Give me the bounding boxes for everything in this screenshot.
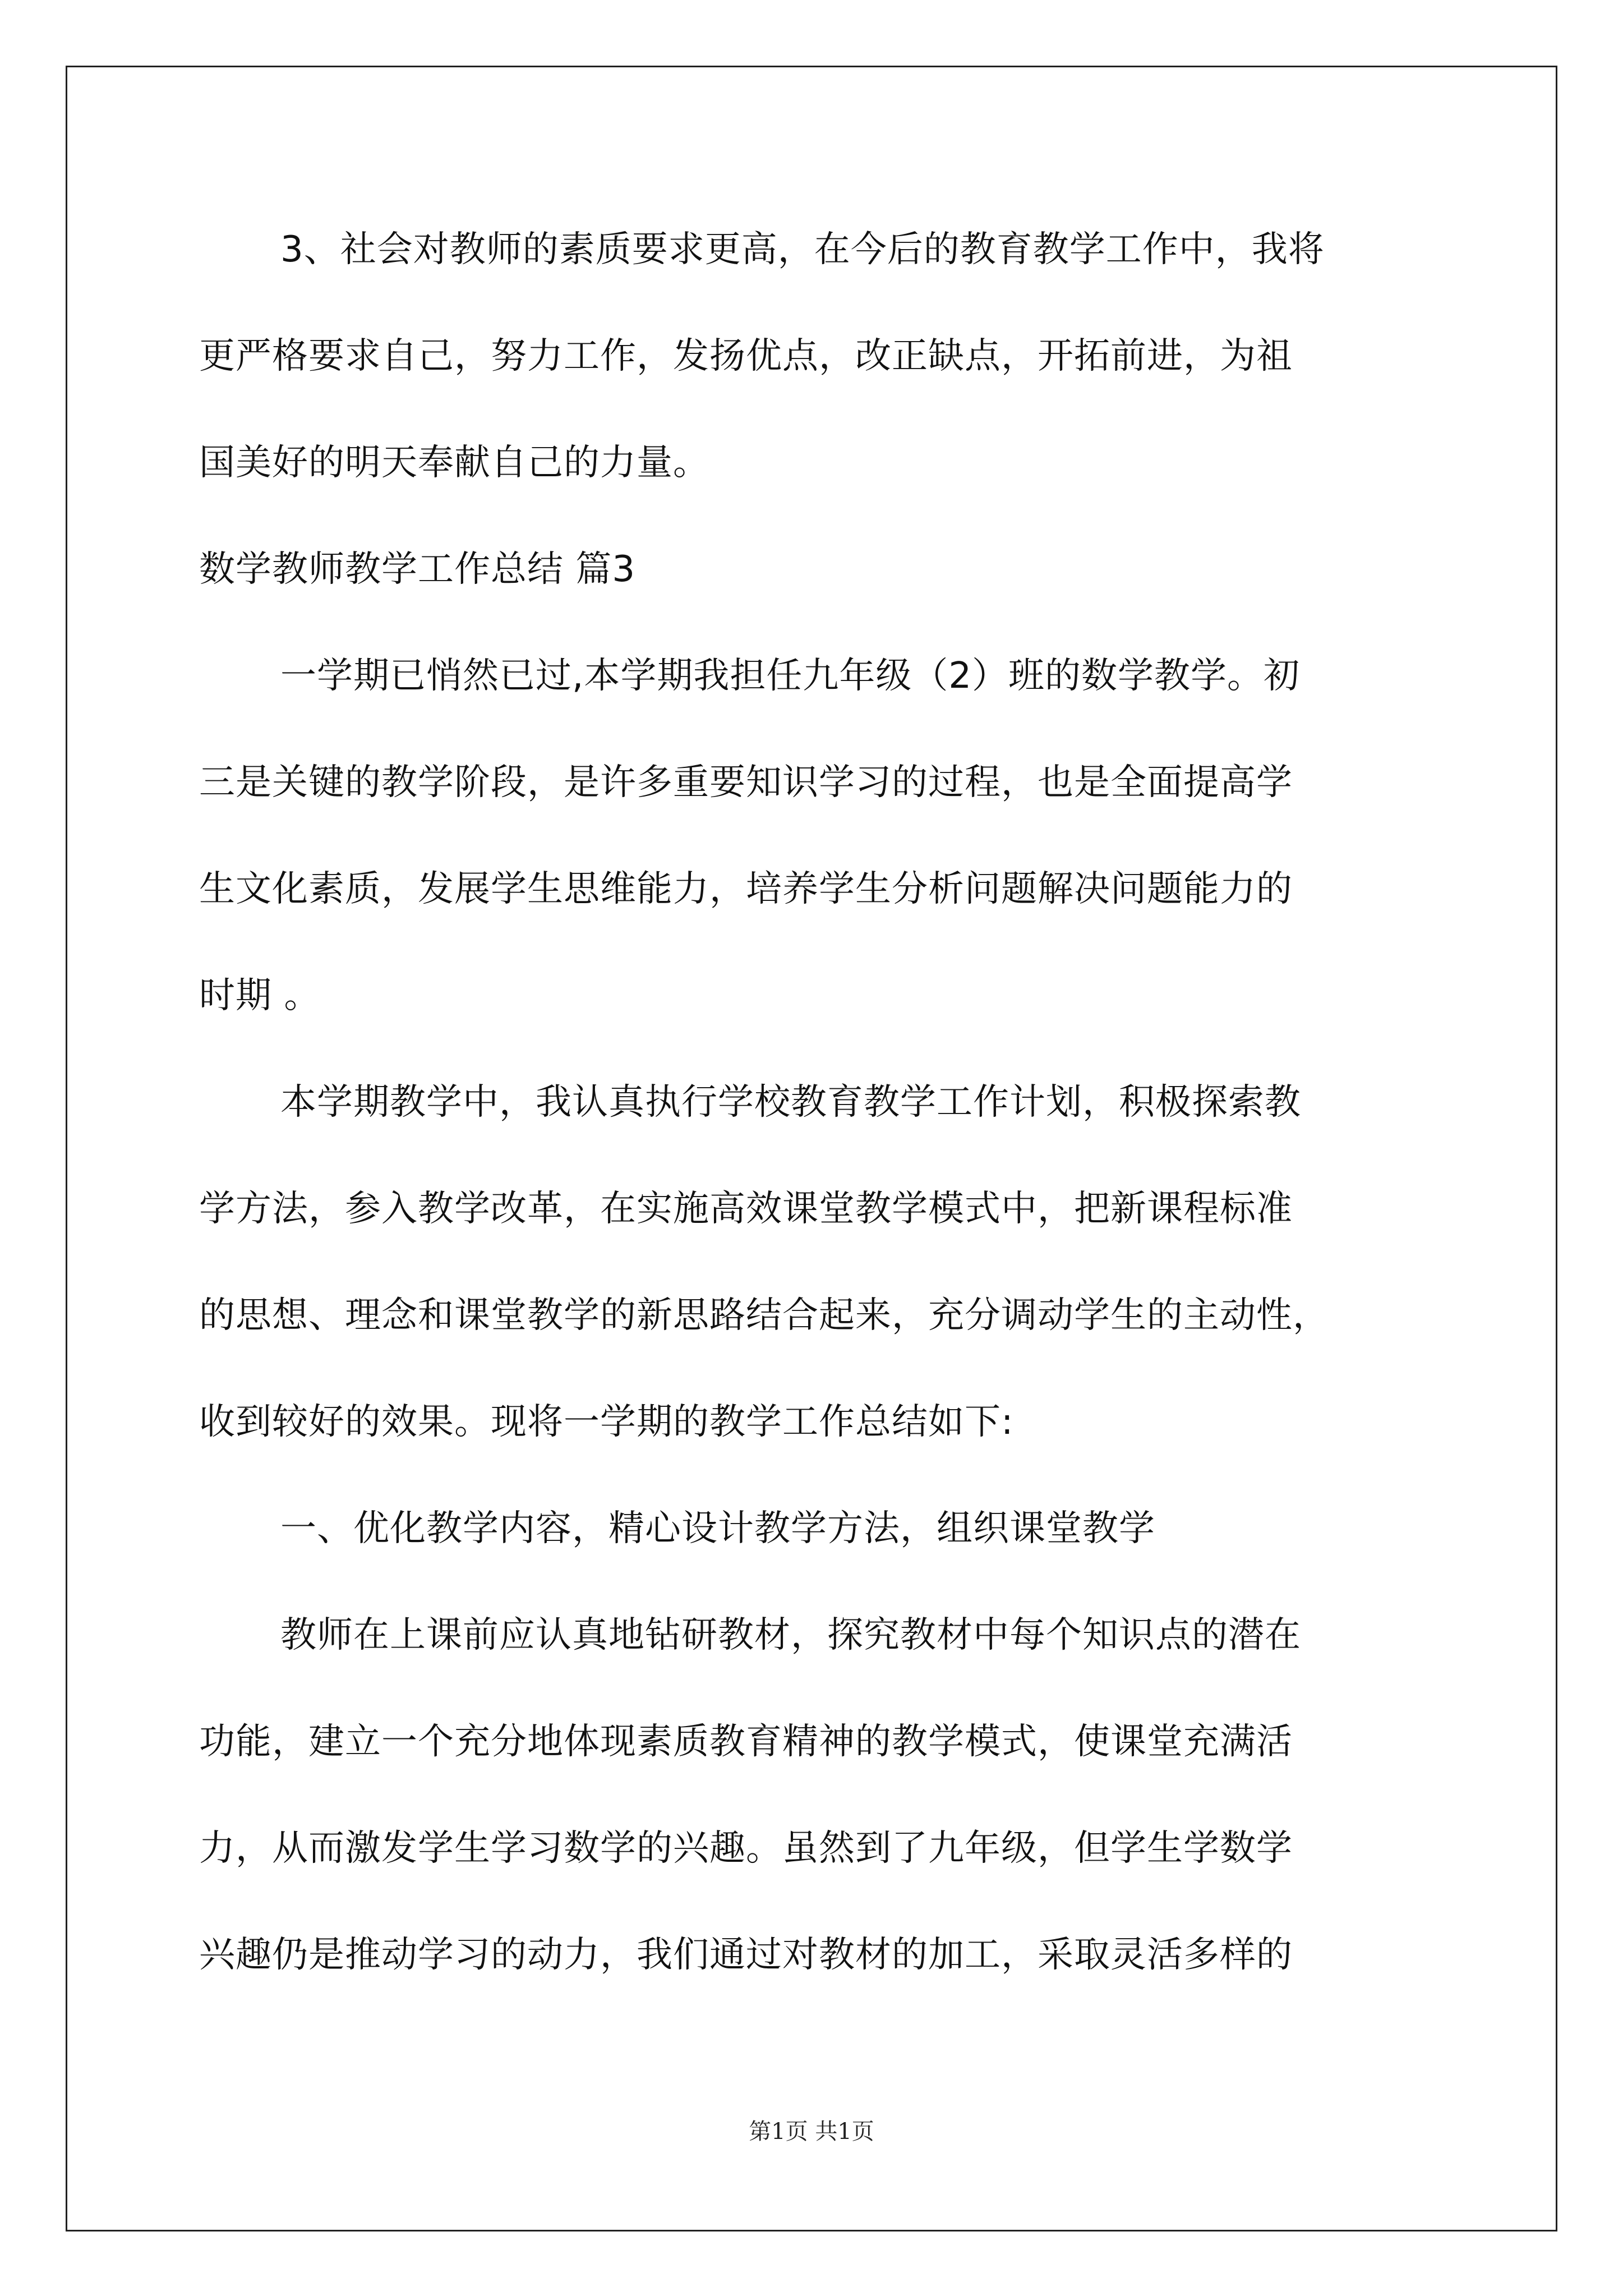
- page-border: [66, 66, 1557, 2231]
- paragraph-line: 力，从而激发学生学习数学的兴趣。虽然到了九年级，但学生学数学: [199, 1828, 1293, 1869]
- paragraph-line: 教师在上课前应认真地钻研教材，探究教材中每个知识点的潜在: [280, 1614, 1301, 1656]
- paragraph-line: 的思想、理念和课堂教学的新思路结合起来，充分调动学生的主动性，: [199, 1295, 1329, 1336]
- subsection-heading: 一、优化教学内容，精心设计教学方法，组织课堂教学: [280, 1508, 1155, 1549]
- paragraph-line: 一学期已悄然已过,本学期我担任九年级（2）班的数学教学。初: [280, 655, 1301, 697]
- paragraph-line: 时期 。: [199, 975, 321, 1016]
- paragraph-line: 国美好的明天奉献自己的力量。: [199, 442, 709, 484]
- paragraph-line: 兴趣仍是推动学习的动力，我们通过对教材的加工，采取灵活多样的: [199, 1934, 1293, 1976]
- paragraph-line: 学方法，参入教学改革，在实施高效课堂教学模式中，把新课程标准: [199, 1188, 1293, 1230]
- paragraph-line: 生文化素质，发展学生思维能力，培养学生分析问题解决问题能力的: [199, 868, 1293, 910]
- paragraph-line: 三是关键的教学阶段，是许多重要知识学习的过程，也是全面提高学: [199, 762, 1293, 803]
- page-footer: 第1页 共1页: [749, 2119, 874, 2145]
- paragraph-line: 本学期教学中，我认真执行学校教育教学工作计划，积极探索教: [280, 1082, 1301, 1123]
- paragraph-line: 更严格要求自己，努力工作，发扬优点，改正缺点，开拓前进，为祖: [199, 335, 1293, 377]
- section-heading: 数学教师教学工作总结 篇3: [199, 549, 636, 590]
- paragraph-line: 3、社会对教师的素质要求更高，在今后的教育教学工作中，我将: [280, 229, 1325, 270]
- paragraph-line: 功能，建立一个充分地体现素质教育精神的教学模式，使课堂充满活: [199, 1721, 1293, 1763]
- paragraph-line: 收到较好的效果。现将一学期的教学工作总结如下:: [199, 1401, 1014, 1443]
